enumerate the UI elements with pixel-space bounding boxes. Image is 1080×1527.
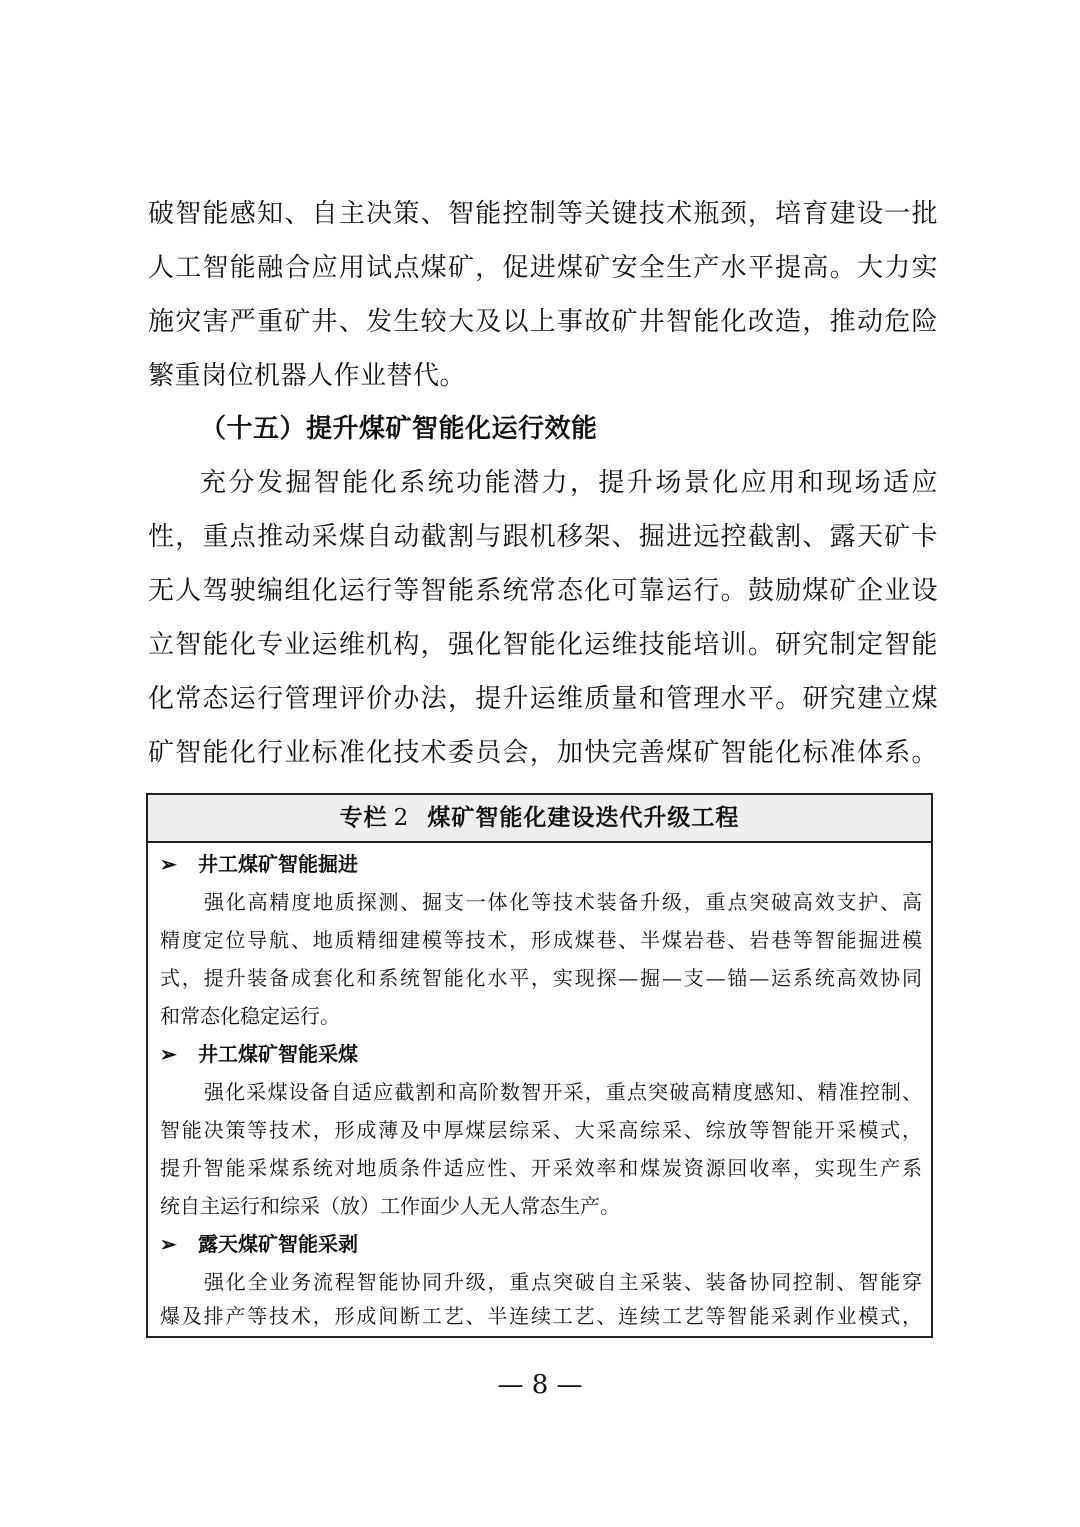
section-line: 充分发掘智能化系统功能潜力，提升场景化应用和现场适应 (200, 468, 938, 498)
column-subheading (160, 1225, 358, 1263)
arrow-bullet-icon: ➢ (160, 852, 177, 876)
column-subheading (160, 845, 358, 883)
arrow-bullet-icon: ➢ (160, 1232, 177, 1256)
section-line: 矿智能化行业标准化技术委员会，加快完善煤矿智能化标准体系。 (148, 738, 938, 768)
column-line: 统自主运行和综采（放）工作面少人无人常态生产。 (160, 1194, 620, 1218)
intro-line: 人工智能融合应用试点煤矿，促进煤矿安全生产水平提高。大力实 (148, 253, 938, 283)
column-subheading (160, 1035, 358, 1073)
column-subheading-text: 露天煤矿智能采剥 (198, 1232, 358, 1256)
arrow-bullet-icon: ➢ (160, 1042, 177, 1066)
section-line: 无人驾驶编组化运行等智能系统常态化可靠运行。鼓励煤矿企业设 (148, 576, 938, 606)
column-title: 煤矿智能化建设迭代升级工程 (427, 805, 740, 831)
section-line: 立智能化专业运维机构，强化智能化运维技能培训。研究制定智能 (148, 630, 938, 660)
column-box-title (148, 795, 931, 843)
column-box (146, 793, 933, 1338)
section-line: 化常态运行管理评价办法，提升运维质量和管理水平。研究建立煤 (148, 684, 938, 714)
column-subheading-text: 井工煤矿智能掘进 (198, 852, 358, 876)
column-line: 智能决策等技术，形成薄及中厚煤层综采、大采高综采、综放等智能开采模式， (160, 1118, 922, 1142)
section-heading: （十五）提升煤矿智能化运行效能 (200, 414, 598, 444)
column-number: 2 (393, 805, 410, 831)
column-line: 精度定位导航、地质精细建模等技术，形成煤巷、半煤岩巷、岩巷等智能掘进模 (160, 928, 922, 952)
page-number: — 8 — (497, 1370, 583, 1400)
column-line: 强化高精度地质探测、掘支一体化等技术装备升级，重点突破高效支护、高 (204, 890, 922, 914)
column-line: 强化全业务流程智能协同升级，重点突破自主采装、装备协同控制、智能穿 (204, 1270, 922, 1294)
column-line: 爆及排产等技术，形成间断工艺、半连续工艺、连续工艺等智能采剥作业模式， (160, 1304, 922, 1328)
column-subheading-text: 井工煤矿智能采煤 (198, 1042, 358, 1066)
section-line: 性，重点推动采煤自动截割与跟机移架、掘进远控截割、露天矿卡 (148, 522, 938, 552)
column-line: 和常态化稳定运行。 (160, 1004, 340, 1028)
column-line: 强化采煤设备自适应截割和高阶数智开采，重点突破高精度感知、精准控制、 (204, 1080, 922, 1104)
column-label: 专栏 (339, 805, 388, 831)
intro-line: 破智能感知、自主决策、智能控制等关键技术瓶颈，培育建设一批 (148, 199, 938, 229)
intro-line: 繁重岗位机器人作业替代。 (148, 361, 467, 391)
column-line: 提升智能采煤系统对地质条件适应性、开采效率和煤炭资源回收率，实现生产系 (160, 1156, 922, 1180)
intro-line: 施灾害严重矿井、发生较大及以上事故矿井智能化改造，推动危险 (148, 307, 938, 337)
column-line: 式，提升装备成套化和系统智能化水平，实现探—掘—支—锚—运系统高效协同 (160, 966, 922, 990)
